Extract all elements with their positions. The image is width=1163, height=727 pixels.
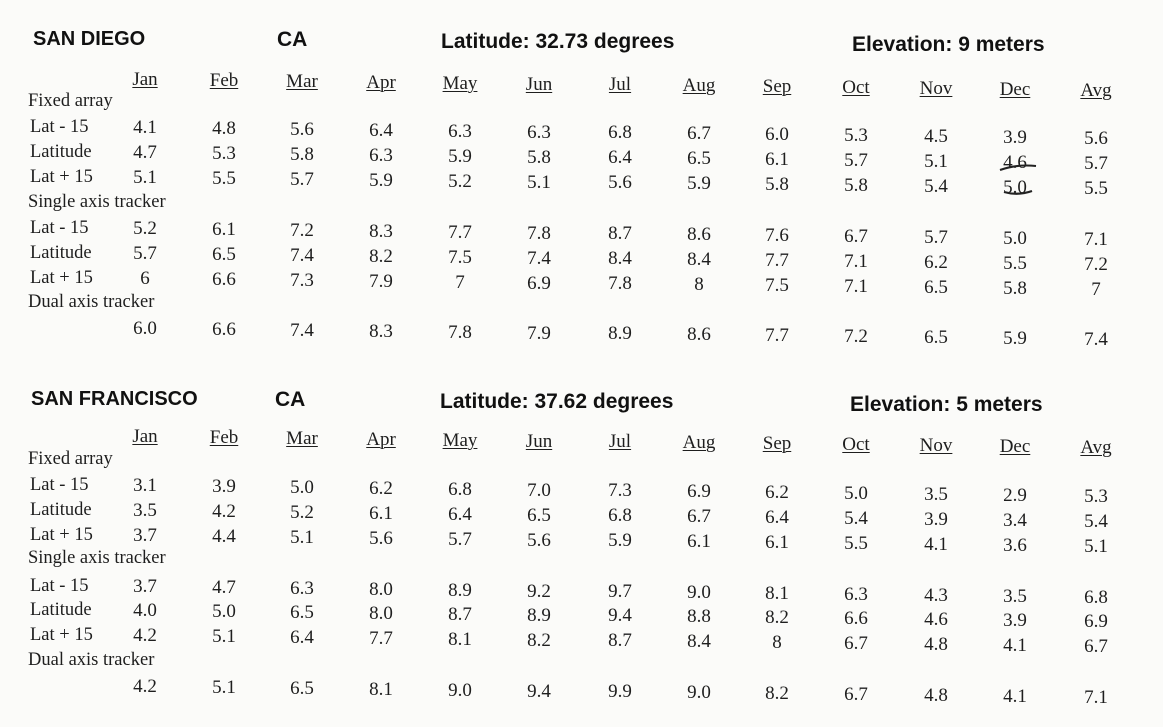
table-cell: 3.7: [133, 525, 157, 546]
table-cell: 7.8: [608, 273, 632, 295]
table-cell: 3.5: [924, 484, 948, 505]
table-cell: 4.7: [133, 142, 157, 163]
table-cell: 4.4: [212, 525, 236, 547]
table-cell: 5.5: [844, 533, 868, 555]
month-header: Oct: [842, 77, 870, 99]
table-cell: 8.4: [687, 249, 711, 271]
row-label: Lat + 15: [30, 167, 93, 187]
table-cell: 8.6: [687, 224, 711, 246]
table-cell: 5.1: [924, 151, 948, 172]
month-header: Apr: [366, 71, 396, 93]
table-cell: 8.0: [369, 578, 393, 600]
table-cell: 5.6: [527, 529, 551, 551]
month-header: Jan: [132, 69, 158, 90]
table-cell: 6.5: [212, 243, 236, 265]
table-cell: 7.9: [527, 322, 551, 344]
table-cell: 8.3: [369, 220, 393, 242]
table-cell: 6.4: [608, 147, 632, 169]
table-cell: 8.6: [687, 324, 711, 346]
table-cell: 3.9: [924, 509, 948, 530]
table-cell: 6.0: [765, 124, 789, 146]
table-cell: 7.8: [448, 321, 472, 343]
station-latitude: Latitude: 32.73 degrees: [441, 30, 675, 53]
table-cell: 8.4: [608, 248, 632, 270]
table-cell: 5.1: [212, 625, 236, 647]
month-header: Sep: [762, 76, 792, 98]
table-cell: 8.7: [608, 630, 632, 652]
group-label: Single axis tracker: [28, 548, 166, 568]
table-cell: 6.8: [448, 478, 472, 500]
table-cell: 6.7: [687, 506, 711, 528]
month-header: Oct: [842, 434, 870, 456]
table-cell: 5.7: [290, 168, 314, 190]
table-cell: 8.2: [369, 245, 393, 267]
table-cell: 5.3: [212, 142, 236, 164]
row-label: Latitude: [30, 500, 92, 520]
table-cell: 6.5: [924, 327, 948, 348]
table-cell: 5.7: [448, 528, 472, 550]
table-cell: 5.8: [765, 174, 789, 196]
table-cell: 4.6: [1003, 151, 1027, 173]
table-cell: 6.1: [687, 531, 711, 553]
table-cell: 7.7: [765, 325, 789, 347]
month-header: May: [442, 72, 478, 94]
table-cell: 5.5: [1003, 252, 1027, 274]
month-header: Sep: [762, 433, 792, 455]
table-cell: 4.0: [133, 600, 157, 621]
table-cell: 4.3: [924, 585, 948, 606]
table-cell: 4.1: [133, 117, 157, 138]
table-cell: 8.9: [608, 323, 632, 345]
table-cell: 6.8: [1084, 586, 1108, 608]
station-state: CA: [277, 28, 308, 51]
table-cell: 6.5: [687, 148, 711, 170]
table-cell: 3.7: [133, 576, 157, 597]
table-cell: 6.0: [133, 318, 157, 339]
table-cell: 4.8: [924, 634, 948, 655]
month-header: Jun: [525, 430, 553, 452]
table-cell: 6.1: [369, 502, 393, 524]
table-cell: 5.3: [1084, 485, 1108, 507]
table-cell: 7: [1091, 278, 1101, 300]
table-cell: 4.1: [924, 534, 948, 555]
table-cell: 3.9: [212, 475, 236, 497]
table-cell: 3.9: [1003, 126, 1027, 148]
table-cell: 6.3: [527, 121, 551, 143]
table-cell: 7.7: [765, 250, 789, 272]
table-cell: 4.5: [924, 126, 948, 147]
table-cell: 7.5: [765, 275, 789, 297]
table-cell: 5.8: [290, 143, 314, 165]
table-cell: 4.2: [133, 625, 157, 646]
table-cell: 6.5: [924, 277, 948, 298]
table-cell: 5.6: [1084, 127, 1108, 149]
table-cell: 4.7: [212, 576, 236, 598]
table-cell: 5.9: [608, 530, 632, 552]
table-cell: 3.5: [133, 500, 157, 521]
table-cell: 8: [694, 274, 704, 296]
table-cell: 6.4: [369, 119, 393, 141]
table-cell: 8.1: [448, 628, 472, 650]
table-cell: 8.7: [448, 603, 472, 625]
table-cell: 5.1: [527, 171, 551, 193]
table-cell: 6.2: [369, 477, 393, 499]
table-cell: 6.7: [1084, 635, 1108, 657]
table-cell: 6.3: [844, 584, 868, 606]
month-header: Jul: [608, 431, 632, 453]
table-cell: 7.1: [1084, 228, 1108, 250]
table-cell: 9.0: [687, 582, 711, 604]
table-cell: 4.8: [212, 117, 236, 139]
table-cell: 6.3: [448, 120, 472, 142]
month-header: Jul: [608, 74, 632, 96]
table-cell: 4.2: [133, 676, 157, 697]
table-cell: 5.4: [1084, 510, 1108, 532]
table-cell: 5.7: [133, 243, 157, 264]
table-cell: 9.0: [687, 682, 711, 704]
table-cell: 6.6: [212, 268, 236, 290]
table-cell: 5.1: [1084, 535, 1108, 557]
table-cell: 7.5: [448, 246, 472, 268]
month-header: Apr: [366, 428, 396, 450]
row-label: Lat + 15: [30, 625, 93, 645]
table-cell: 7: [455, 271, 465, 293]
table-cell: 6.5: [290, 601, 314, 623]
table-cell: 4.8: [924, 685, 948, 706]
month-header: Aug: [682, 75, 716, 97]
table-cell: 7.2: [1084, 253, 1108, 275]
month-header: Feb: [209, 69, 239, 91]
table-cell: 6.4: [290, 626, 314, 648]
table-cell: 6.1: [765, 532, 789, 554]
table-cell: 8.2: [765, 607, 789, 629]
table-cell: 5.9: [687, 173, 711, 195]
table-cell: 6.2: [765, 482, 789, 504]
table-cell: 5.5: [212, 167, 236, 189]
table-cell: 5.8: [844, 175, 868, 197]
table-cell: 6.1: [212, 218, 236, 240]
month-header: May: [442, 429, 478, 451]
group-label: Dual axis tracker: [28, 292, 155, 312]
table-cell: 7.7: [448, 221, 472, 243]
group-label: Fixed array: [28, 91, 113, 111]
table-cell: 6.1: [765, 149, 789, 171]
table-cell: 5.2: [290, 501, 314, 523]
table-cell: 7.3: [608, 480, 632, 502]
table-cell: 4.1: [1003, 634, 1027, 656]
row-label: Latitude: [30, 243, 92, 263]
month-header: Dec: [999, 435, 1031, 457]
table-cell: 6.7: [844, 226, 868, 248]
table-cell: 8.1: [765, 583, 789, 605]
table-cell: 5.3: [844, 125, 868, 147]
table-cell: 5.1: [212, 676, 236, 698]
group-label: Dual axis tracker: [28, 650, 155, 670]
table-cell: 7.4: [1084, 328, 1108, 350]
table-cell: 5.1: [133, 167, 157, 188]
table-cell: 6.6: [212, 318, 236, 340]
table-cell: 7.2: [290, 219, 314, 241]
table-cell: 5.8: [527, 146, 551, 168]
month-header: Nov: [919, 78, 953, 99]
station-latitude: Latitude: 37.62 degrees: [440, 390, 674, 413]
table-cell: 8.1: [369, 678, 393, 700]
station-elevation: Elevation: 5 meters: [850, 393, 1043, 416]
month-header: Aug: [682, 432, 716, 454]
table-cell: 7.9: [369, 270, 393, 292]
table-cell: 6.8: [608, 122, 632, 144]
table-cell: 5.6: [608, 172, 632, 194]
table-cell: 7.4: [290, 319, 314, 341]
row-label: Lat - 15: [30, 576, 89, 596]
table-cell: 5.1: [290, 526, 314, 548]
table-cell: 8.8: [687, 606, 711, 628]
table-cell: 5.4: [924, 176, 948, 197]
table-cell: 6.5: [290, 677, 314, 699]
table-cell: 9.4: [527, 680, 551, 702]
table-cell: 7.7: [369, 627, 393, 649]
row-label: Latitude: [30, 600, 92, 620]
table-cell: 8.3: [369, 320, 393, 342]
table-cell: 5.8: [1003, 277, 1027, 299]
month-header: Jan: [132, 426, 158, 447]
station-elevation: Elevation: 9 meters: [852, 33, 1045, 56]
table-cell: 6.3: [290, 577, 314, 599]
table-cell: 6.6: [844, 608, 868, 630]
table-cell: 6.8: [608, 505, 632, 527]
month-header: Jun: [525, 73, 553, 95]
table-cell: 5.2: [133, 218, 157, 239]
table-cell: 9.4: [608, 605, 632, 627]
table-cell: 6.4: [448, 503, 472, 525]
row-label: Latitude: [30, 142, 92, 162]
station-city: SAN DIEGO: [33, 28, 146, 50]
table-cell: 6.3: [369, 144, 393, 166]
table-cell: 7.4: [527, 247, 551, 269]
row-label: Lat + 15: [30, 268, 93, 288]
table-cell: 8: [772, 632, 782, 654]
table-cell: 4.2: [212, 500, 236, 522]
table-cell: 3.6: [1003, 534, 1027, 556]
month-header: Mar: [286, 70, 318, 92]
table-cell: 5.0: [290, 476, 314, 498]
month-header: Feb: [209, 426, 239, 448]
table-cell: 3.9: [1003, 609, 1027, 631]
table-cell: 8.7: [608, 223, 632, 245]
table-cell: 6.7: [687, 123, 711, 145]
table-cell: 4.6: [924, 609, 948, 630]
table-cell: 7.1: [844, 276, 868, 298]
table-cell: 5.4: [844, 508, 868, 530]
table-cell: 7.4: [290, 244, 314, 266]
table-cell: 7.0: [527, 479, 551, 501]
table-cell: 7.2: [844, 326, 868, 348]
table-cell: 6.2: [924, 252, 948, 273]
month-header: Avg: [1080, 79, 1112, 101]
table-cell: 6.9: [687, 481, 711, 503]
group-label: Fixed array: [28, 449, 113, 469]
table-cell: 7.8: [527, 222, 551, 244]
table-cell: 5.9: [369, 169, 393, 191]
table-cell: 3.4: [1003, 509, 1027, 531]
row-label: Lat - 15: [30, 117, 89, 137]
table-cell: 5.9: [448, 145, 472, 167]
table-cell: 6.5: [527, 504, 551, 526]
table-cell: 5.6: [290, 118, 314, 140]
table-cell: 8.9: [527, 604, 551, 626]
table-cell: 3.1: [133, 475, 157, 496]
table-cell: 9.2: [527, 580, 551, 602]
table-cell: 5.6: [369, 527, 393, 549]
table-cell: 7.1: [844, 251, 868, 273]
table-cell: 4.1: [1003, 685, 1027, 707]
month-header: Mar: [286, 427, 318, 449]
table-cell: 9.9: [608, 681, 632, 703]
table-cell: 5.0: [1003, 176, 1027, 198]
table-cell: 6.7: [844, 633, 868, 655]
table-cell: 5.2: [448, 170, 472, 192]
table-cell: 3.5: [1003, 585, 1027, 607]
table-cell: 6.9: [1084, 610, 1108, 632]
table-cell: 5.7: [924, 227, 948, 248]
table-cell: 8.0: [369, 602, 393, 624]
month-header: Avg: [1080, 436, 1112, 458]
table-cell: 6: [140, 268, 150, 289]
table-cell: 9.0: [448, 679, 472, 701]
table-cell: 5.7: [844, 150, 868, 172]
row-label: Lat + 15: [30, 525, 93, 545]
table-cell: 7.3: [290, 269, 314, 291]
table-cell: 5.0: [844, 483, 868, 505]
group-label: Single axis tracker: [28, 192, 166, 212]
table-cell: 6.9: [527, 272, 551, 294]
table-cell: 2.9: [1003, 484, 1027, 506]
table-cell: 8.9: [448, 579, 472, 601]
table-cell: 5.7: [1084, 152, 1108, 174]
table-cell: 8.2: [527, 629, 551, 651]
row-label: Lat - 15: [30, 218, 89, 238]
table-cell: 7.1: [1084, 686, 1108, 708]
table-cell: 5.0: [212, 600, 236, 622]
table-cell: 8.4: [687, 631, 711, 653]
table-cell: 5.0: [1003, 227, 1027, 249]
table-cell: 9.7: [608, 581, 632, 603]
month-header: Nov: [919, 435, 953, 456]
table-cell: 8.2: [765, 683, 789, 705]
table-cell: 7.6: [765, 225, 789, 247]
station-state: CA: [275, 388, 306, 411]
row-label: Lat - 15: [30, 475, 89, 495]
table-cell: 6.7: [844, 684, 868, 706]
station-city: SAN FRANCISCO: [31, 388, 198, 410]
table-cell: 5.5: [1084, 177, 1108, 199]
month-header: Dec: [999, 78, 1031, 100]
table-cell: 5.9: [1003, 327, 1027, 349]
table-cell: 6.4: [765, 507, 789, 529]
